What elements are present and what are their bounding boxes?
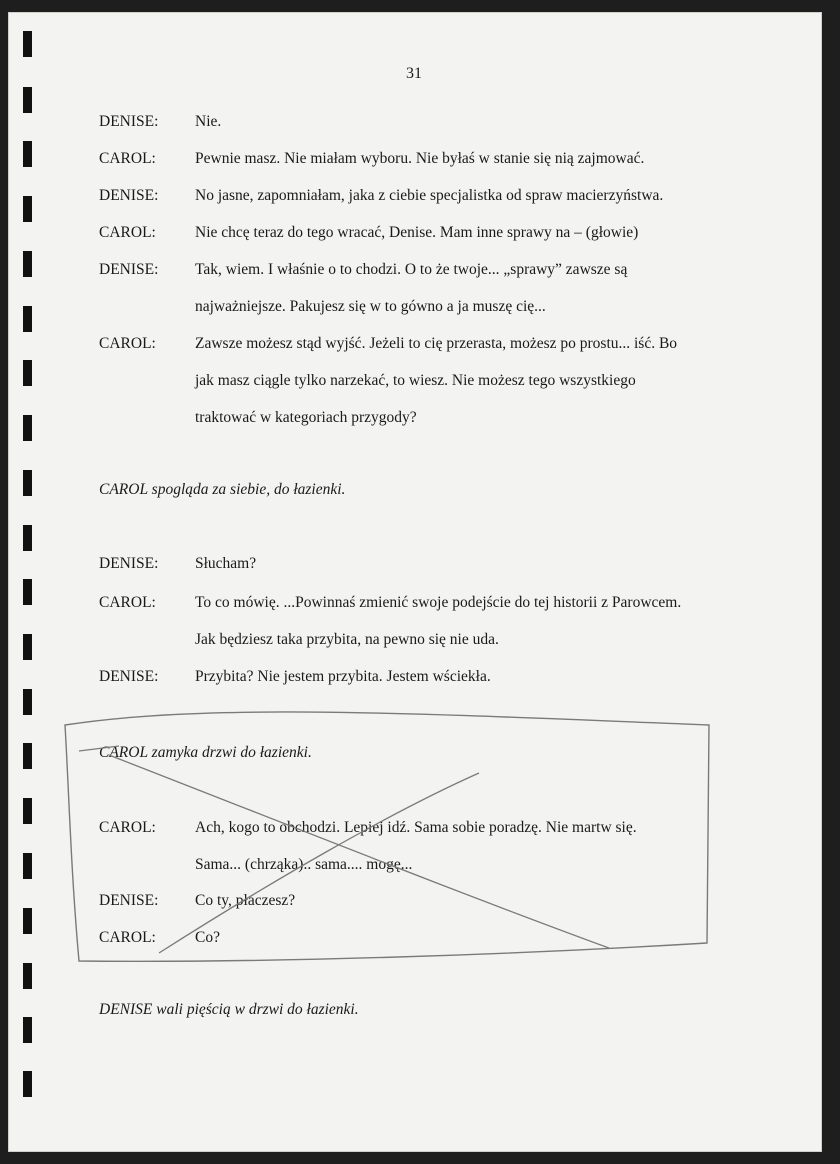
dialogue-line: To co mówię. ...Powinnaś zmienić swoje podejście do tej historii z Parowcem. (195, 594, 682, 611)
dialogue-line: Co? (195, 929, 220, 946)
speaker-label: DENISE: (99, 261, 159, 278)
dialogue-line: jak masz ciągle tylko narzekać, to wiesz. Nie możesz tego wszystkiego (195, 372, 636, 389)
dialogue-line: Jak będziesz taka przybita, na pewno się nie uda. (195, 631, 499, 648)
speaker-label: CAROL: (99, 335, 156, 352)
speaker-label: DENISE: (99, 187, 159, 204)
dialogue-line: Zawsze możesz stąd wyjść. Jeżeli to cię przerasta, możesz po prostu... iść. Bo (195, 335, 678, 352)
speaker-label: DENISE: (99, 668, 159, 685)
speaker-label: DENISE: (99, 892, 159, 909)
speaker-label: DENISE: (99, 113, 159, 130)
speaker-label: DENISE: (99, 555, 159, 572)
dialogue-line: Nie chcę teraz do tego wracać, Denise. Mam inne sprawy na – (głowie) (195, 224, 639, 241)
pencil-cross-stroke (159, 773, 479, 953)
dialogue-line: traktować w kategoriach przygody? (195, 409, 417, 426)
dialogue-line: Przybita? Nie jestem przybita. Jestem wściekła. (195, 668, 491, 685)
script-page (8, 12, 822, 1152)
pencil-stroke (79, 746, 119, 751)
speaker-label: CAROL: (99, 594, 156, 611)
pencil-cross-stroke (109, 755, 609, 948)
speaker-label: CAROL: (99, 150, 156, 167)
pencil-cross-out-mark (9, 13, 821, 1151)
dialogue-line: Tak, wiem. I właśnie o to chodzi. O to że twoje... „sprawy” zawsze są (195, 261, 628, 278)
dialogue-line: Sama... (chrząka).. sama.... mogę... (195, 856, 413, 873)
dialogue-line: No jasne, zapomniałam, jaka z ciebie specjalistka od spraw macierzyństwa. (195, 187, 664, 204)
dialogue-line: Słucham? (195, 555, 257, 572)
dialogue-line: Ach, kogo to obchodzi. Lepiej idź. Sama sobie poradzę. Nie martw się. (195, 819, 637, 836)
dialogue-line: Pewnie masz. Nie miałam wyboru. Nie byłaś w stanie się nią zajmować. (195, 150, 645, 167)
pencil-box (65, 712, 709, 961)
dialogue-line: najważniejsze. Pakujesz się w to gówno a ja muszę cię... (195, 298, 546, 315)
speaker-label: CAROL: (99, 819, 156, 836)
stage-direction: CAROL spogląda za siebie, do łazienki. (99, 481, 346, 498)
stage-direction: CAROL zamyka drzwi do łazienki. (99, 744, 312, 761)
dialogue-line: Co ty, płaczesz? (195, 892, 296, 909)
speaker-label: CAROL: (99, 929, 156, 946)
speaker-label: CAROL: (99, 224, 156, 241)
page-number: 31 (406, 65, 422, 82)
dialogue-line: Nie. (195, 113, 222, 130)
stage-direction: DENISE wali pięścią w drzwi do łazienki. (99, 1001, 359, 1018)
